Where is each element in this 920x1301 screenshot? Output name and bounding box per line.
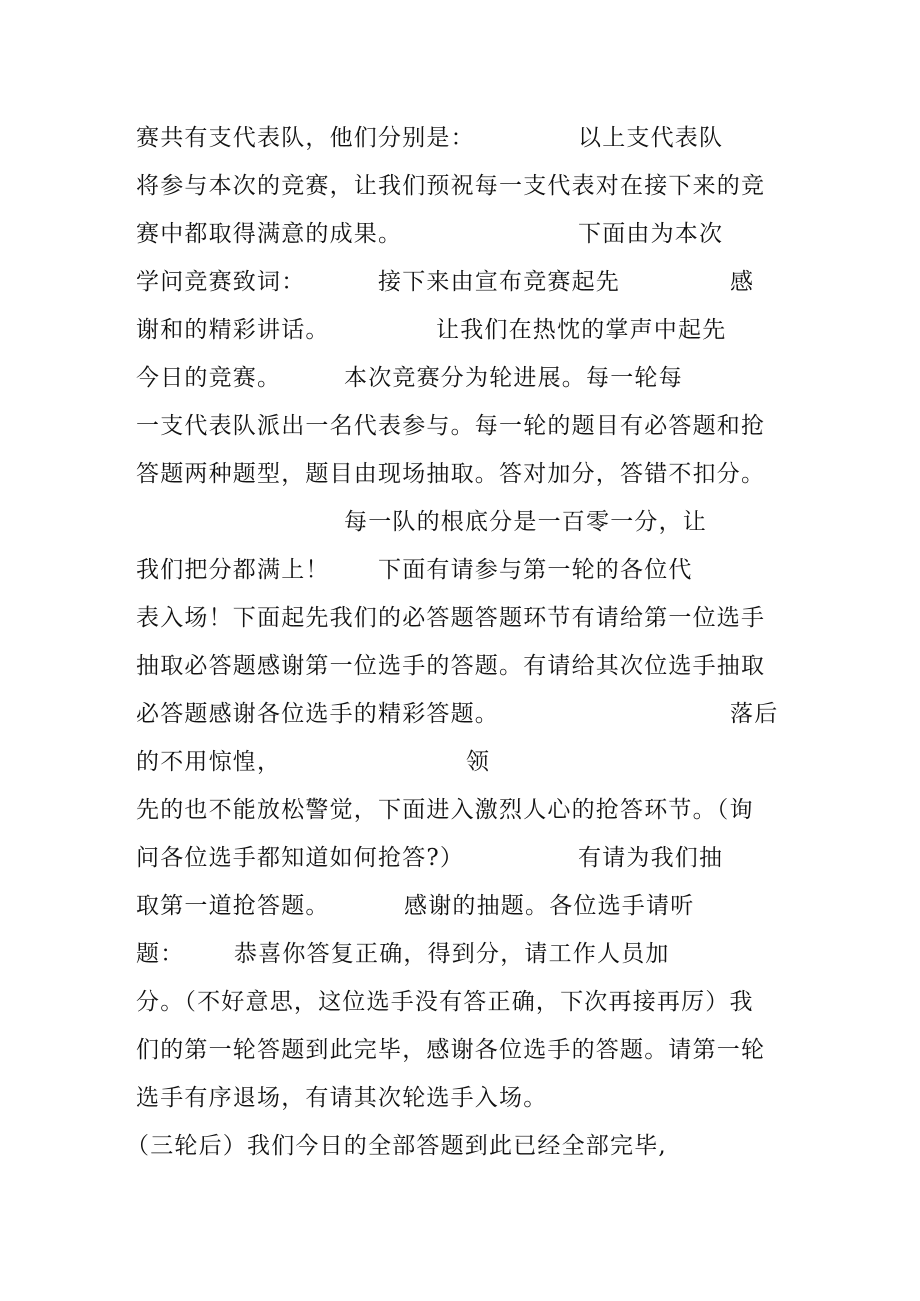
text-segment: （三轮后）我们今日的全部答题到此已经全部完毕, (126, 1133, 667, 1159)
text-line-2 (0, 170, 920, 218)
text-segment: 先的也不能放松警觉，下面进入激烈人心的抢答环节。（询 (136, 797, 754, 823)
text-segment: 今日的竞赛。 (136, 365, 282, 391)
text-segment: 表入场！下面起先我们的必答题答题环节有请给第一位选手 (136, 605, 766, 631)
text-line-3 (0, 218, 920, 266)
text-segment: 下面有请参与第一轮的各位代 (378, 557, 693, 583)
text-segment: 一支代表队派出一名代表参与。每一轮的题目有必答题和抢 (136, 413, 766, 439)
text-line-15 (0, 794, 920, 842)
text-segment: 分。（不好意思，这位选手没有答正确，下次再接再厉）我 (136, 989, 754, 1015)
text-segment: 领 (466, 749, 491, 775)
text-segment: 每一队的根底分是一百零一分，让 (344, 509, 707, 535)
text-segment: 有请为我们抽 (578, 845, 724, 871)
text-line-6 (0, 362, 920, 410)
text-segment: 们的第一轮答题到此完毕，感谢各位选手的答题。请第一轮 (136, 1037, 766, 1063)
text-segment: 必答题感谢各位选手的精彩答题。 (136, 701, 499, 727)
text-line-7 (0, 410, 920, 458)
text-segment: 我们把分都满上！ (136, 557, 330, 583)
text-segment: 接下来由宣布竞赛起先 (378, 269, 620, 295)
text-segment: 下面由为本次 (578, 221, 724, 247)
text-segment: 本次竞赛分为轮进展。每一轮每 (344, 365, 683, 391)
text-segment: 落后 (730, 701, 779, 727)
text-line-8 (0, 458, 920, 506)
text-segment: 抽取必答题感谢第一位选手的答题。有请给其次位选手抽取 (136, 653, 766, 679)
text-line-14 (0, 746, 920, 794)
text-line-13 (0, 698, 920, 746)
text-segment: 恭喜你答复正确，得到分，请工作人员加 (234, 941, 670, 967)
text-segment: 题： (136, 941, 185, 967)
text-line-9 (0, 506, 920, 554)
text-segment: 感谢的抽题。各位选手请听 (404, 893, 695, 919)
text-segment: 感 (730, 269, 755, 295)
text-line-20 (0, 1034, 920, 1082)
text-segment: 谢和的精彩讲话。 (136, 317, 330, 343)
text-line-4 (0, 266, 920, 314)
text-line-10 (0, 554, 920, 602)
text-segment: 让我们在热忱的掌声中起先 (436, 317, 727, 343)
text-line-19 (0, 986, 920, 1034)
text-line-18 (0, 938, 920, 986)
text-segment: 将参与本次的竞赛，让我们预祝每一支代表对在接下来的竞 (136, 173, 766, 199)
text-segment: 赛共有支代表队，他们分别是： (136, 125, 475, 151)
text-segment: 学问竞赛致词： (136, 269, 306, 295)
text-segment: 答题两种题型，题目由现场抽取。答对加分，答错不扣分。 (136, 461, 766, 487)
text-line-1 (0, 122, 920, 170)
text-line-17 (0, 890, 920, 938)
text-line-22 (0, 1130, 920, 1178)
text-segment: 赛中都取得满意的成果。 (136, 221, 403, 247)
text-line-16 (0, 842, 920, 890)
text-segment: 问各位选手都知道如何抢答?） (136, 845, 465, 871)
text-segment: 以上支代表队 (578, 125, 724, 151)
text-segment: 选手有序退场，有请其次轮选手入场。 (136, 1085, 548, 1111)
text-line-11 (0, 602, 920, 650)
text-segment: 取第一道抢答题。 (136, 893, 330, 919)
text-line-5 (0, 314, 920, 362)
text-segment: 的不用惊惶， (136, 749, 282, 775)
text-line-21 (0, 1082, 920, 1130)
text-line-12 (0, 650, 920, 698)
